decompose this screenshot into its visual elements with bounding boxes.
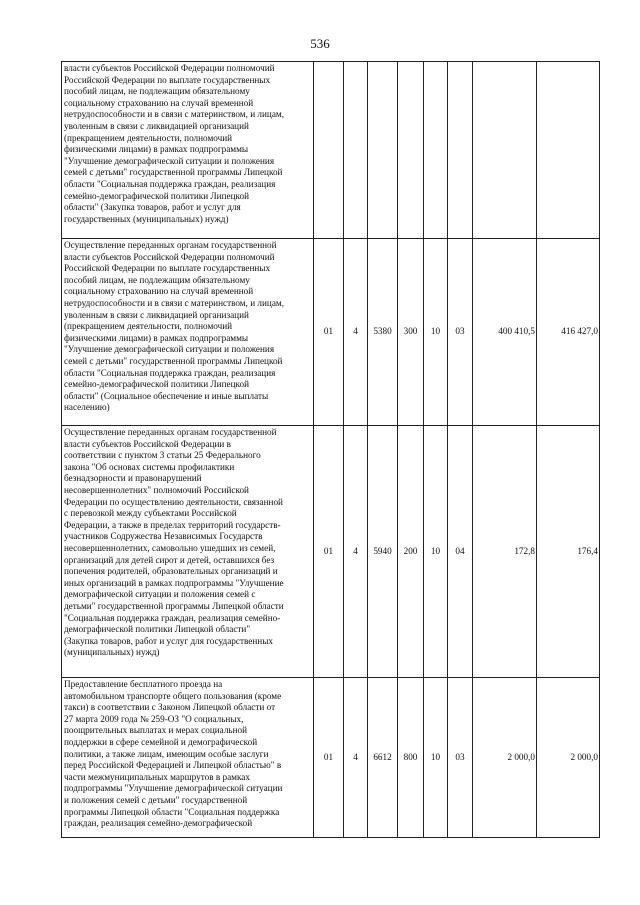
code-expense-type: 800 (398, 678, 424, 838)
amount-year-2: 176,4 (537, 426, 600, 678)
description-line: поощрительных выплатах и мерах социальной (64, 725, 248, 736)
amount-year-2: 416 427,0 (537, 239, 600, 426)
code-section: 10 (424, 678, 448, 838)
amount-year-1: 2 000,0 (473, 678, 537, 838)
table-row (62, 426, 600, 678)
description-line: нетрудоспособности и в связи с материнством, и лицам, (64, 109, 285, 120)
description-line: автомобильном транспорте общего пользования (кроме (64, 690, 282, 701)
code-direction: 5380 (368, 239, 398, 426)
code-ministry (314, 62, 344, 239)
code-program (344, 62, 368, 239)
description-line: физическими лицами) в рамках подпрограммы (64, 332, 249, 343)
description-line: 27 марта 2009 года № 259-ОЗ "О социальных, (64, 713, 244, 724)
code-section (424, 62, 448, 239)
code-subsection (448, 62, 473, 239)
description-line: демографической ситуации и положения семей с (64, 589, 256, 600)
description-line: поддержки в сфере семейной и демографической (64, 736, 258, 747)
description-line: Осуществление переданных органам государственной (64, 240, 277, 250)
description-line: несовершеннолетних" полномочий Российской (64, 484, 249, 495)
description-line: (муниципальных) нужд) (64, 647, 160, 658)
description-line: государственных (муниципальных) нужд) (64, 213, 229, 224)
table-row (62, 239, 600, 426)
description-line: социальному страхованию на случай временной (64, 286, 254, 297)
description-line: семейно-демографической политики Липецкой (64, 190, 249, 201)
code-section: 10 (424, 239, 448, 426)
description-line: Предоставление бесплатного проезда на (64, 679, 223, 689)
description-line: иных организаций в рамках подпрограммы "Улучшение (64, 577, 284, 588)
description-line: Российской Федерации по выплате государственных (64, 74, 271, 85)
code-ministry: 01 (314, 678, 344, 838)
amount-year-2 (537, 62, 600, 239)
description-line: безнадзорности и правонарушений (64, 473, 202, 484)
description-line: пособий лицам, не подлежащим обязательному (64, 86, 250, 97)
description-line: и положения семей с детьми" государственной (64, 794, 248, 805)
description-line: области "Социальная поддержка граждан, реализация (64, 367, 276, 378)
description-line: детьми" государственной программы Липецкой области (64, 600, 284, 611)
description-line: политики, а также лицам, имеющим особые заслуги (64, 748, 269, 759)
description-line: несовершеннолетних, самовольно ушедших из семей, (64, 542, 276, 553)
code-subsection: 03 (448, 239, 473, 426)
description-line: такси) в соответствии с Законом Липецкой области от (64, 702, 276, 713)
description-line: области" (Закупка товаров, работ и услуг для (64, 202, 241, 213)
description-line: власти субъектов Российской Федерации в (64, 438, 231, 449)
code-direction (368, 62, 398, 239)
description-line: уволенным в связи с ликвидацией организаций (64, 120, 249, 131)
description-line: пособий лицам, не подлежащим обязательному (64, 274, 250, 285)
amount-year-1: 400 410,5 (473, 239, 537, 426)
code-program: 4 (344, 239, 368, 426)
code-subsection: 03 (448, 678, 473, 838)
description-line: "Улучшение демографической ситуации и положения (64, 344, 275, 355)
description-line: области "Социальная поддержка граждан, реализация (64, 178, 276, 189)
table-row (62, 62, 600, 239)
page-number: 536 (310, 36, 330, 51)
code-subsection: 04 (448, 426, 473, 678)
description-line: (Закупка товаров, работ и услуг для государственных (64, 635, 273, 646)
description-line: семей с детьми" государственной программы Липецкой (64, 167, 283, 178)
amount-year-2: 2 000,0 (537, 678, 600, 838)
budget-table (61, 61, 600, 838)
code-direction: 5940 (368, 426, 398, 678)
description-line: уволенным в связи с ликвидацией организаций (64, 309, 249, 320)
description-line: части межмуниципальных маршрутов в рамках (64, 771, 250, 782)
code-direction: 6612 (368, 678, 398, 838)
description-line: соответствии с пунктом 3 статьи 25 Федерального (64, 450, 261, 461)
code-expense-type (398, 62, 424, 239)
description-line: нетрудоспособности и в связи с материнством, и лицам, (64, 297, 285, 308)
amount-year-1: 172,8 (473, 426, 537, 678)
description-line: социальному страхованию на случай временной (64, 97, 254, 108)
description-line: Осуществление переданных органам государственной (64, 427, 277, 437)
code-expense-type: 300 (398, 239, 424, 426)
description-line: Российской Федерации по выплате государственных (64, 263, 271, 274)
description-line: физическими лицами) в рамках подпрограммы (64, 144, 249, 155)
description-line: программы Липецкой области "Социальная поддержка (64, 806, 280, 817)
description-line: власти субъектов Российской Федерации полномочий (64, 63, 275, 73)
description-line: семей с детьми" государственной программы Липецкой (64, 355, 283, 366)
code-program: 4 (344, 678, 368, 838)
row-description (62, 239, 314, 426)
code-ministry: 01 (314, 426, 344, 678)
code-section: 10 (424, 426, 448, 678)
row-description (62, 678, 314, 838)
description-line: граждан, реализация семейно-демографической (64, 818, 253, 829)
description-line: Федерации по осуществлению деятельности, связанной (64, 496, 283, 507)
description-line: перед Российской Федерацией и Липецкой областью" в (64, 760, 282, 771)
description-line: с перевозкой между субъектами Российской (64, 508, 237, 519)
description-line: (прекращением деятельности, полномочий (64, 321, 233, 332)
description-line: власти субъектов Российской Федерации полномочий (64, 251, 275, 262)
code-expense-type: 200 (398, 426, 424, 678)
description-line: (прекращением деятельности, полномочий (64, 132, 233, 143)
description-line: демографической политики Липецкой области" (64, 624, 251, 635)
description-line: населению) (64, 402, 110, 413)
description-line: подпрограммы "Улучшение демографической ситуации (64, 783, 283, 794)
description-line: попечения родителей, образовательных организаций и (64, 566, 278, 577)
row-description (62, 62, 314, 239)
description-line: семейно-демографической политики Липецкой (64, 379, 249, 390)
row-description (62, 426, 314, 678)
amount-year-1 (473, 62, 537, 239)
code-program: 4 (344, 426, 368, 678)
description-line: участников Содружества Независимых Государств (64, 531, 263, 542)
description-line: области" (Социальное обеспечение и иные выплаты (64, 390, 269, 401)
table-row (62, 678, 600, 838)
description-line: "Улучшение демографической ситуации и положения (64, 155, 275, 166)
code-ministry: 01 (314, 239, 344, 426)
description-line: закона "Об основах системы профилактики (64, 461, 235, 472)
description-line: "Социальная поддержка граждан, реализация семейно- (64, 612, 281, 623)
description-line: организаций для детей сирот и детей, оставшихся без (64, 554, 275, 565)
description-line: Федерации, а также в пределах территорий государств- (64, 519, 281, 530)
